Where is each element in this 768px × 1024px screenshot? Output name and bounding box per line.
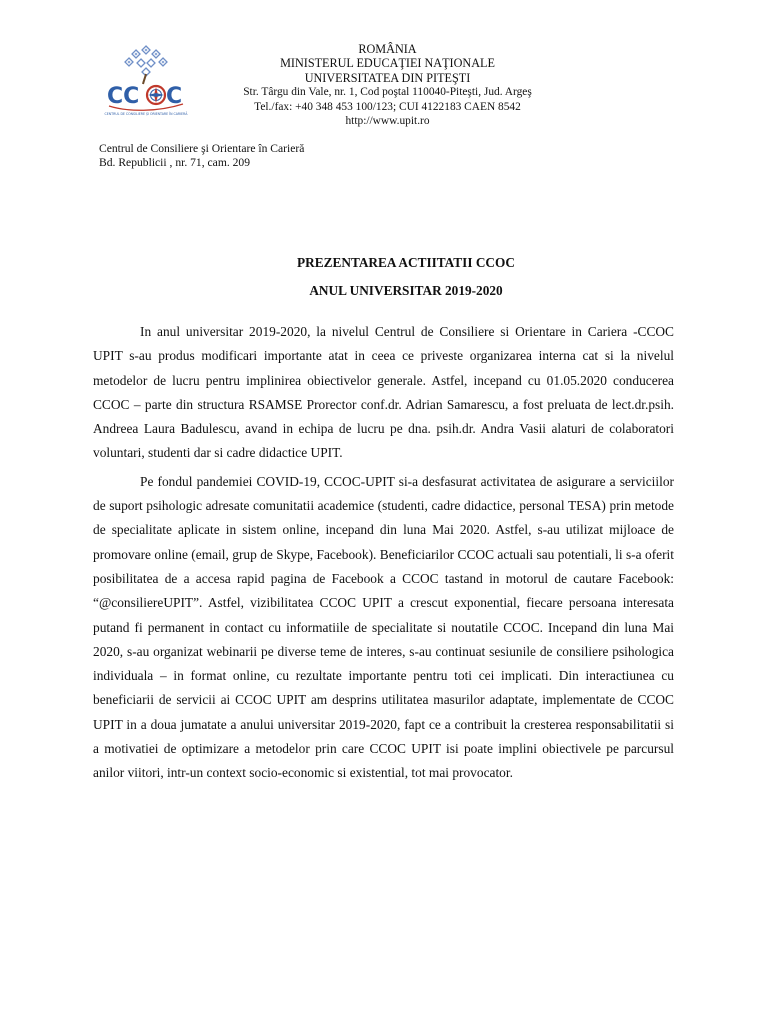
paragraph: In anul universitar 2019-2020, la nivelul Centrul de Consiliere si Orientare in Cariera -CCOC UPIT s-au produs modificari importante atat in ceea ce priveste organizarea interna cat si la nivelul metodelor de lucru pentru implinirea obiectivelor generale. Astfel, incepand cu 01.05.2020 conducerea CCOC – parte din structura RSAMSE Prorector conf.dr. Adrian Samarescu, a fost preluata de lect.dr.psih. Andreea Laura Badulescu, avand in echipa de lucru pe dna. psih.dr. Andra Vasii alaturi de colaboratori voluntari, studenti dar si cadre didactice UPIT. [93,324,674,461]
document-title: PREZENTAREA ACTIITATII CCOC [297,255,515,270]
paragraph: Pe fondul pandemiei COVID-19, CCOC-UPIT si-a desfasurat activitatea de asigurare a serviciilor de suport psihologic adresate comunitatii academice (studenti, cadre didactice, personal TESA) prin metode de specialitate aplicate in sistem online, incepand din luna Mai 2020. Astfel, s-au utilizat mijloace de promovare online (email, grup de Skype, Facebook). Beneficiarilor CCOC actuali sau potentiali, li s-a oferit posibilitatea de a accesa rapid pagina de Facebook a CCOC tastand in motorul de cautare Facebook: “@consiliereUPIT”. Astfel, vizibilitatea CCOC UPIT a crescut exponential, fiecare persoana interesata putand fi permanent in contact cu informatiile de specialitate si noutatile CCOC. Incepand din luna Mai 2020, s-au organizat webinarii pe diverse teme de interes, s-au continuat sesiunile de consiliere psihologica individuala – in format online, cu rezultate importante pentru toti cei implicati. Din interactiunea cu beneficiarii de servicii ai CCOC UPIT am desprins utilitatea masurilor adaptate, implementate de CCOC UPIT in a doua jumatate a anului universitar 2019-2020, fapt ce a contribuit la cresterea responsabilitatii si a motivatiei de optimizare a metodelor prin care CCOC UPIT isi poate implini obiectivele pe parcursul anilor viitori, intr-un context socio-economic si existential, tot mai provocator. [93,473,674,781]
svg-text:C: C [166,84,183,109]
ccoc-logo [103,40,189,118]
institution-header [200,42,575,128]
header-website: http://www.upit.ro [345,115,430,128]
header-ministry: MINISTERUL EDUCAŢIEI NAŢIONALE [280,56,495,71]
svg-text:CC: CC [107,84,140,109]
department-address: Bd. Republicii , nr. 71, cam. 209 [99,156,251,170]
document-subtitle: ANUL UNIVERSITAR 2019-2020 [309,283,503,298]
header-address: Str. Târgu din Vale, nr. 1, Cod poştal 110040-Piteşti, Jud. Argeş [243,86,532,99]
header-university: UNIVERSITATEA DIN PITEŞTI [304,70,471,85]
document-body [93,320,674,786]
header-country: ROMÂNIA [358,42,417,56]
logo-caption: CENTRUL DE CONSILIERE ȘI ORIENTARE ÎN CARIERĂ [104,112,188,116]
department-block [99,142,304,170]
department-name: Centrul de Consiliere şi Orientare în Carieră [99,142,305,155]
ccoc-logo-graphic [103,40,189,118]
header-phone: Tel./fax: +40 348 453 100/123; CUI 4122183 CAEN 8542 [254,100,521,113]
